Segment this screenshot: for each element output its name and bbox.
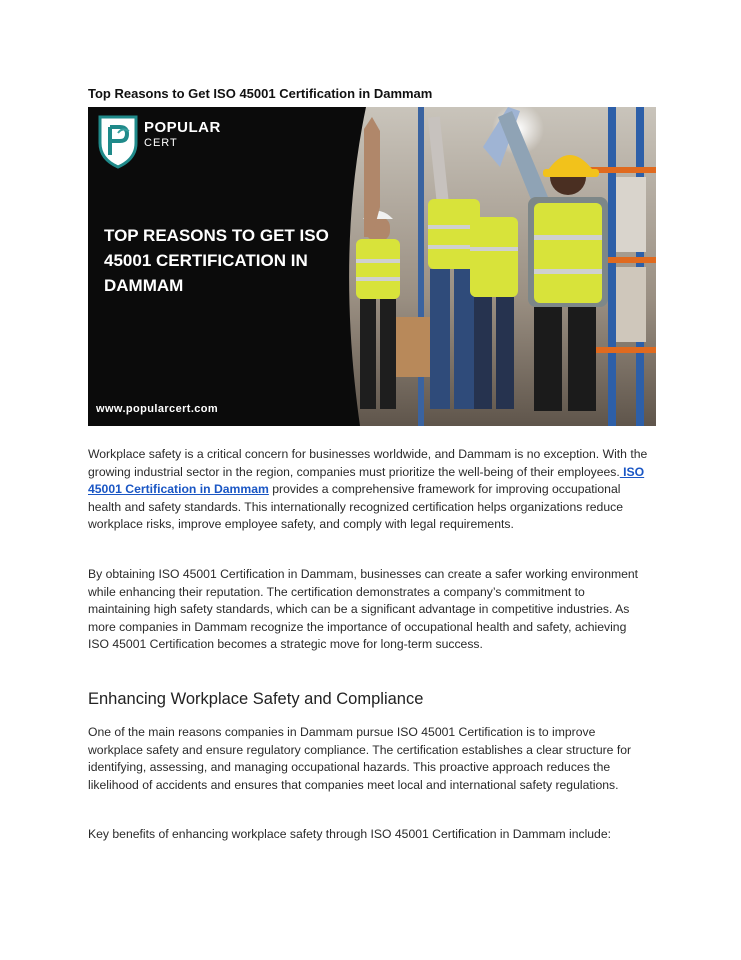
logo-text-cert: CERT: [144, 137, 178, 149]
benefits-paragraph: By obtaining ISO 45001 Certification in Dammam, businesses can create a safer working environment while enhancing their reputation. The certification demonstrates a company’s commitment to maintaining high safety standards, which can be a significant advantage in competitive industries. As more companies in Dammam recognize the importance of occupational health and safety, achieving ISO 45001 Certification becomes a strategic move for long-term success.: [88, 567, 639, 651]
shield-logo-icon: [96, 113, 140, 169]
key-benefits-intro: Key benefits of enhancing workplace safety through ISO 45001 Certification in Dammam include:: [88, 827, 611, 841]
intro-text-before-link: Workplace safety is a critical concern for businesses worldwide, and Dammam is no exception. With the growing industrial sector in the region, companies must prioritize the well-being of their employees.: [88, 447, 648, 479]
intro-paragraph: [88, 446, 648, 534]
hero-banner-image: [88, 107, 656, 426]
section-heading: Enhancing Workplace Safety and Compliance: [88, 690, 424, 708]
intro-text-after-link: provides a comprehensive framework for improving occupational health and safety standards. This internationally recognized certification helps organizations reduce workplace risks, improve employee safety, and comply with legal requirements.: [88, 482, 623, 531]
banner-website: www.popularcert.com: [96, 403, 219, 415]
page-title: Top Reasons to Get ISO 45001 Certification in Dammam: [88, 86, 433, 101]
popularcert-logo: [96, 113, 221, 171]
safety-paragraph: One of the main reasons companies in Dammam pursue ISO 45001 Certification is to improve workplace safety and ensure regulatory compliance. The certification establishes a clear structure for identifying, assessing, and managing occupational hazards. This proactive approach reduces the likelihood of accidents and ensures that companies meet local and international safety regulations.: [88, 725, 632, 792]
iso-45001-link[interactable]: ISO 45001 Certification in Dammam: [88, 464, 645, 496]
banner-headline: TOP REASONS TO GET ISO 45001 CERTIFICATION IN DAMMAM: [104, 226, 329, 295]
logo-text-popular: POPULAR: [144, 119, 221, 136]
